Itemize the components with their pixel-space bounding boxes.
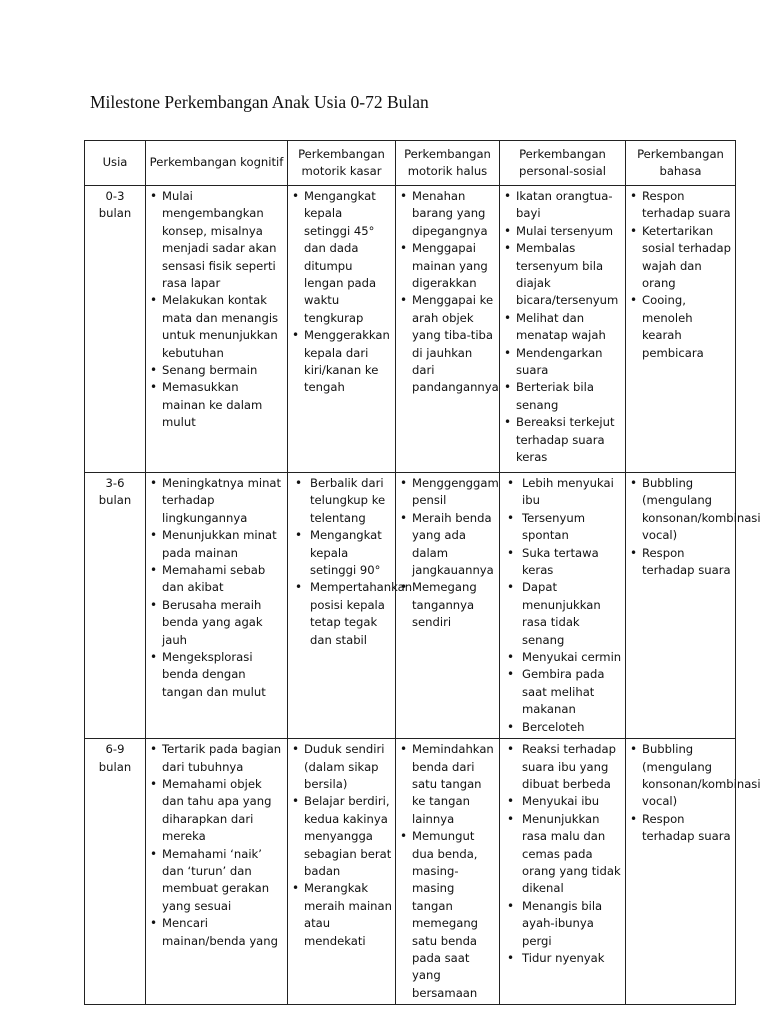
list-item: • Berteriak bila senang [516,379,622,414]
list-item: • Tertarik pada bagian dari tubuhnya [162,741,284,776]
list-item: • Mengeksplorasi benda dengan tangan dan mulut [162,649,284,701]
header-motorik-kasar: Perkembangan motorik kasar [288,141,396,186]
list-item: • Bubbling (mengulang konsonan/kombinasi vocal) [642,475,732,545]
table-row-0-3 [85,186,736,473]
personal-sosial-cell [500,186,626,473]
bahasa-cell [626,473,761,739]
list-item: • Melakukan kontak mata dan menangis untuk menunjukkan kebutuhan [162,292,284,362]
list-item: • Reaksi terhadap suara ibu yang dibuat berbeda [522,741,622,793]
list-item: • Memahami sebab dan akibat [162,562,284,597]
kognitif-cell [146,473,288,739]
header-personal-sosial: Perkembangan personal-sosial [500,141,626,186]
list-item: • Respon terhadap suara [642,188,732,223]
list-item: • Duduk sendiri (dalam sikap bersila) [304,741,392,793]
motorik-kasar-cell [288,739,396,1005]
list-item: • Senang bermain [162,362,284,379]
list-item: • Respon terhadap suara [642,811,732,846]
list-item: • Memegang tangannya sendiri [412,579,496,631]
list-item: • Tersenyum spontan [522,510,622,545]
list-item: • Bereaksi terkejut terhadap suara keras [516,414,622,466]
bahasa-cell [626,186,736,473]
table-row-3-6 [85,473,736,739]
list-item: • Memahami objek dan tahu apa yang diharapkan dari mereka [162,776,284,846]
kognitif-cell [146,186,288,473]
list-item: • Menyukai ibu [522,793,622,810]
header-row [85,141,736,186]
list-item: • Dapat menunjukkan rasa tidak senang [522,579,622,649]
header-motorik-halus: Perkembangan motorik halus [396,141,500,186]
header-usia: Usia [85,141,146,186]
age-cell: 3-6 bulan [85,473,146,739]
motorik-halus-cell [396,186,500,473]
list-item: • Berusaha meraih benda yang agak jauh [162,597,284,649]
motorik-kasar-cell [288,186,396,473]
list-item: • Mencari mainan/benda yang [162,915,284,950]
list-item: • Merangkak meraih mainan atau mendekati [304,880,392,950]
list-item: • Membalas tersenyum bila diajak bicara/tersenyum [516,240,622,310]
list-item: • Memasukkan mainan ke dalam mulut [162,379,284,431]
list-item: • Ikatan orangtua-bayi [516,188,622,223]
list-item: • Memungut dua benda, masing-masing tangan memegang satu benda pada saat yang bersamaan [412,828,496,1002]
list-item: • Mendengarkan suara [516,345,622,380]
age-cell: 6-9 bulan [85,739,146,1005]
list-item: • Menyukai cermin [522,649,622,666]
kognitif-cell [146,739,288,1005]
list-item: • Gembira pada saat melihat makanan [522,666,622,718]
list-item: • Cooing, menoleh kearah pembicara [642,292,732,362]
motorik-halus-cell [396,739,500,1005]
list-item: • Memahami ‘naik’ dan ‘turun’ dan membuat gerakan yang sesuai [162,846,284,916]
list-item: • Respon terhadap suara [642,545,732,580]
list-item: • Meraih benda yang ada dalam jangkauannya [412,510,496,580]
motorik-halus-cell [396,473,500,739]
personal-sosial-cell [500,739,626,1005]
list-item: • Menggenggam pensil [412,475,496,510]
list-item: • Mulai tersenyum [516,223,622,240]
list-item: • Menangis bila ayah-ibunya pergi [522,898,622,950]
list-item: • Menahan barang yang dipegangnya [412,188,496,240]
list-item: • Tidur nyenyak [522,950,622,967]
list-item: • Lebih menyukai ibu [522,475,622,510]
list-item: • Suka tertawa keras [522,545,622,580]
header-kognitif: Perkembangan kognitif [146,141,288,186]
bahasa-cell [626,739,761,1005]
list-item: • Menggapai mainan yang digerakkan [412,240,496,292]
page-title: Milestone Perkembangan Anak Usia 0-72 Bulan [90,92,429,112]
table-row-6-9 [85,739,736,1005]
list-item: • Ketertarikan sosial terhadap wajah dan orang [642,223,732,293]
list-item: • Meningkatnya minat terhadap lingkungannya [162,475,284,527]
list-item: • Berceloteh [522,719,622,736]
list-item: • Bubbling (mengulang konsonan/kombinasi vocal) [642,741,732,811]
list-item: • Menunjukkan minat pada mainan [162,527,284,562]
age-cell: 0-3 bulan [85,186,146,473]
list-item: • Mengangkat kepala setinggi 90° [310,527,392,579]
personal-sosial-cell [500,473,626,739]
list-item: • Berbalik dari telungkup ke telentang [310,475,392,527]
milestone-table [84,140,761,1005]
list-item: • Mempertahankan posisi kepala tetap tegak dan stabil [310,579,392,649]
header-bahasa: Perkembangan bahasa [626,141,736,186]
list-item: • Menggapai ke arah objek yang tiba-tiba di jauhkan dari pandangannya [412,292,496,396]
list-item: • Melihat dan menatap wajah [516,310,622,345]
list-item: • Mulai mengembangkan konsep, misalnya menjadi sadar akan sensasi fisik seperti rasa lapar [162,188,284,292]
list-item: • Belajar berdiri, kedua kakinya menyangga sebagian berat badan [304,793,392,880]
list-item: • Menggerakkan kepala dari kiri/kanan ke tengah [304,327,392,397]
list-item: • Mengangkat kepala setinggi 45° dan dada ditumpu lengan pada waktu tengkurap [304,188,392,327]
motorik-kasar-cell [288,473,413,739]
list-item: • Memindahkan benda dari satu tangan ke tangan lainnya [412,741,496,828]
list-item: • Menunjukkan rasa malu dan cemas pada orang yang tidak dikenal [522,811,622,898]
